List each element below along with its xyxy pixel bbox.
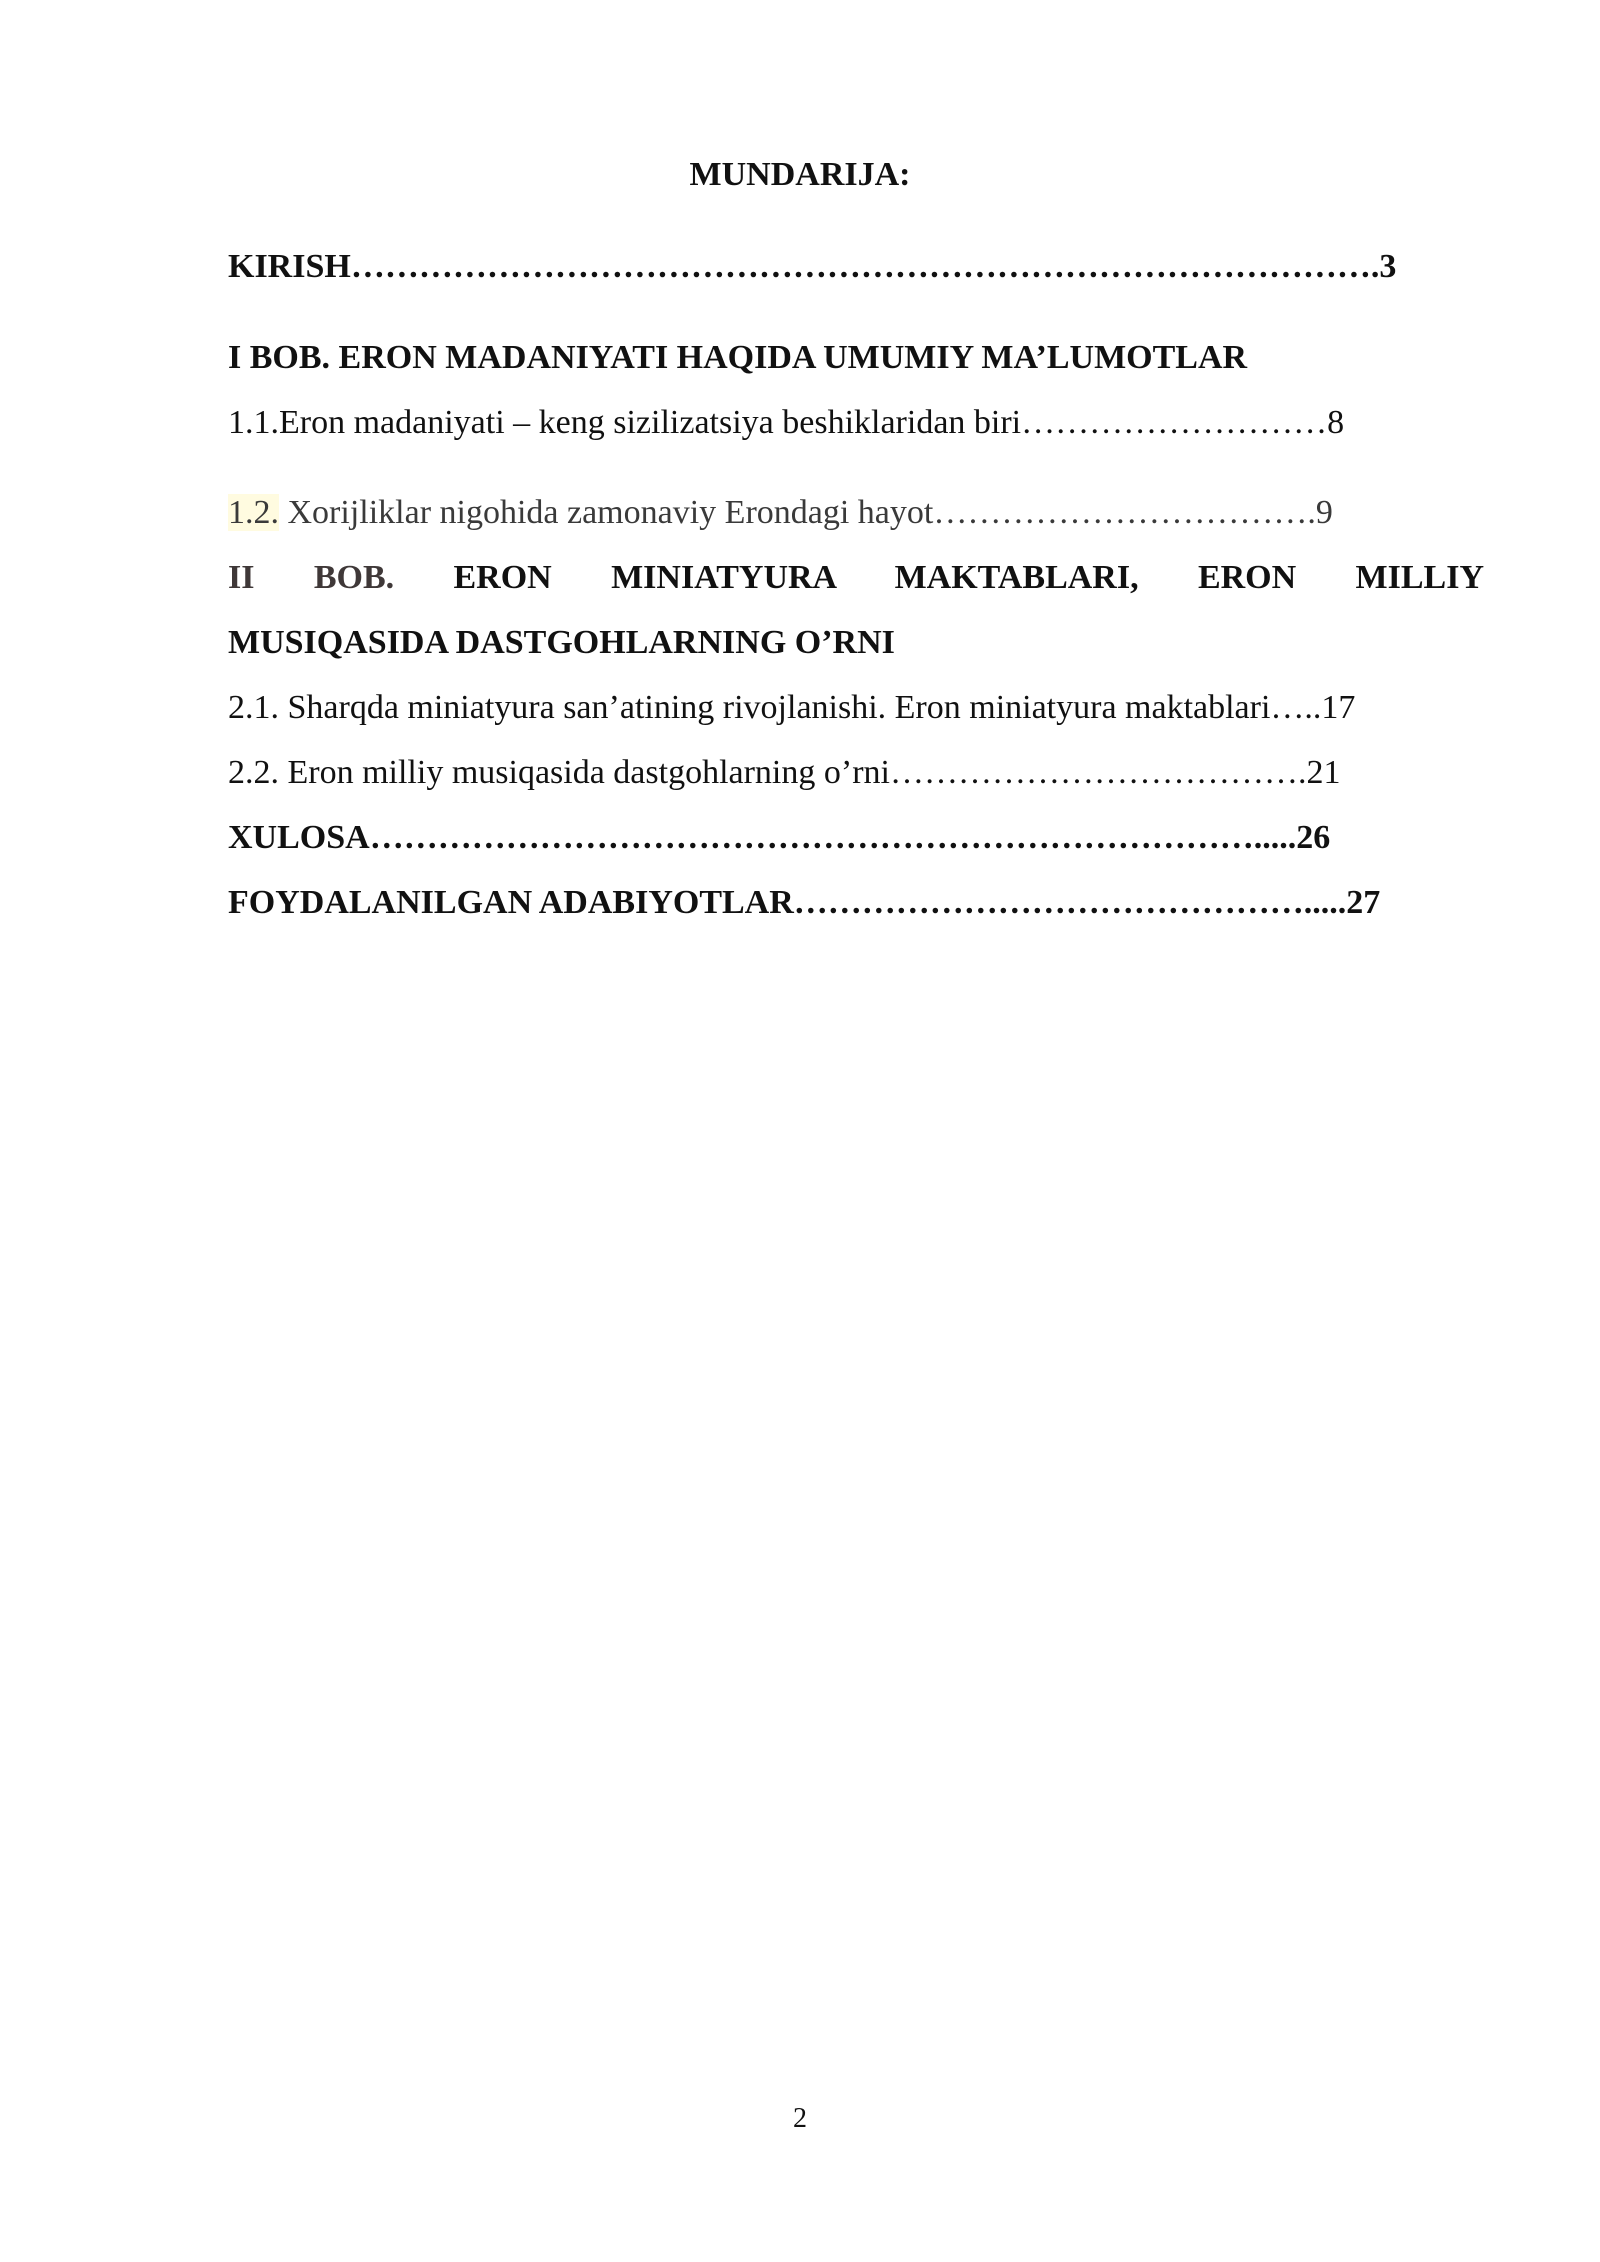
toc-chapter-2-heading-line2: MUSIQASIDA DASTGOHLARNING O’RNI — [228, 624, 895, 661]
toc-entry-2-1: 2.1. Sharqda miniatyura san’atining rivojlanishi. Eron miniatyura maktablari…..17 — [228, 689, 1356, 726]
toc-entry-1-2 — [228, 493, 1484, 533]
toc-entry-1-2-number: 1.2. — [228, 494, 279, 531]
toc-chapter-2-heading-line1 — [228, 558, 1484, 598]
toc-entry-kirish: KIRISH……………………………………………………………………………….3 — [228, 248, 1397, 285]
page-number: 2 — [793, 2103, 807, 2134]
toc-entry-xulosa: XULOSA…………………………………………………………………….....26 — [228, 819, 1331, 856]
toc-entry-2-2: 2.2. Eron milliy musiqasida dastgohlarning o’rni……………………………….21 — [228, 754, 1341, 791]
toc-chapter-2-heading-text: ERON MINIATYURA MAKTABLARI, ERON MILLIY — [453, 559, 1484, 596]
toc-chapter-1-heading: I BOB. ERON MADANIYATI HAQIDA UMUMIY MA’LUMOTLAR — [228, 339, 1248, 376]
toc-entry-adabiyotlar: FOYDALANILGAN ADABIYOTLAR……………………………………….....27 — [228, 884, 1381, 921]
toc-entry-1-1: 1.1.Eron madaniyati – keng sizilizatsiya beshiklaridan biri………………………8 — [228, 404, 1345, 441]
page-title: MUNDARIJA: — [689, 156, 911, 193]
toc-entry-1-2-text: Xorijliklar nigohida zamonaviy Erondagi hayot…………………………….9 — [279, 494, 1333, 531]
toc-chapter-2-prefix: II BOB. — [228, 559, 395, 596]
